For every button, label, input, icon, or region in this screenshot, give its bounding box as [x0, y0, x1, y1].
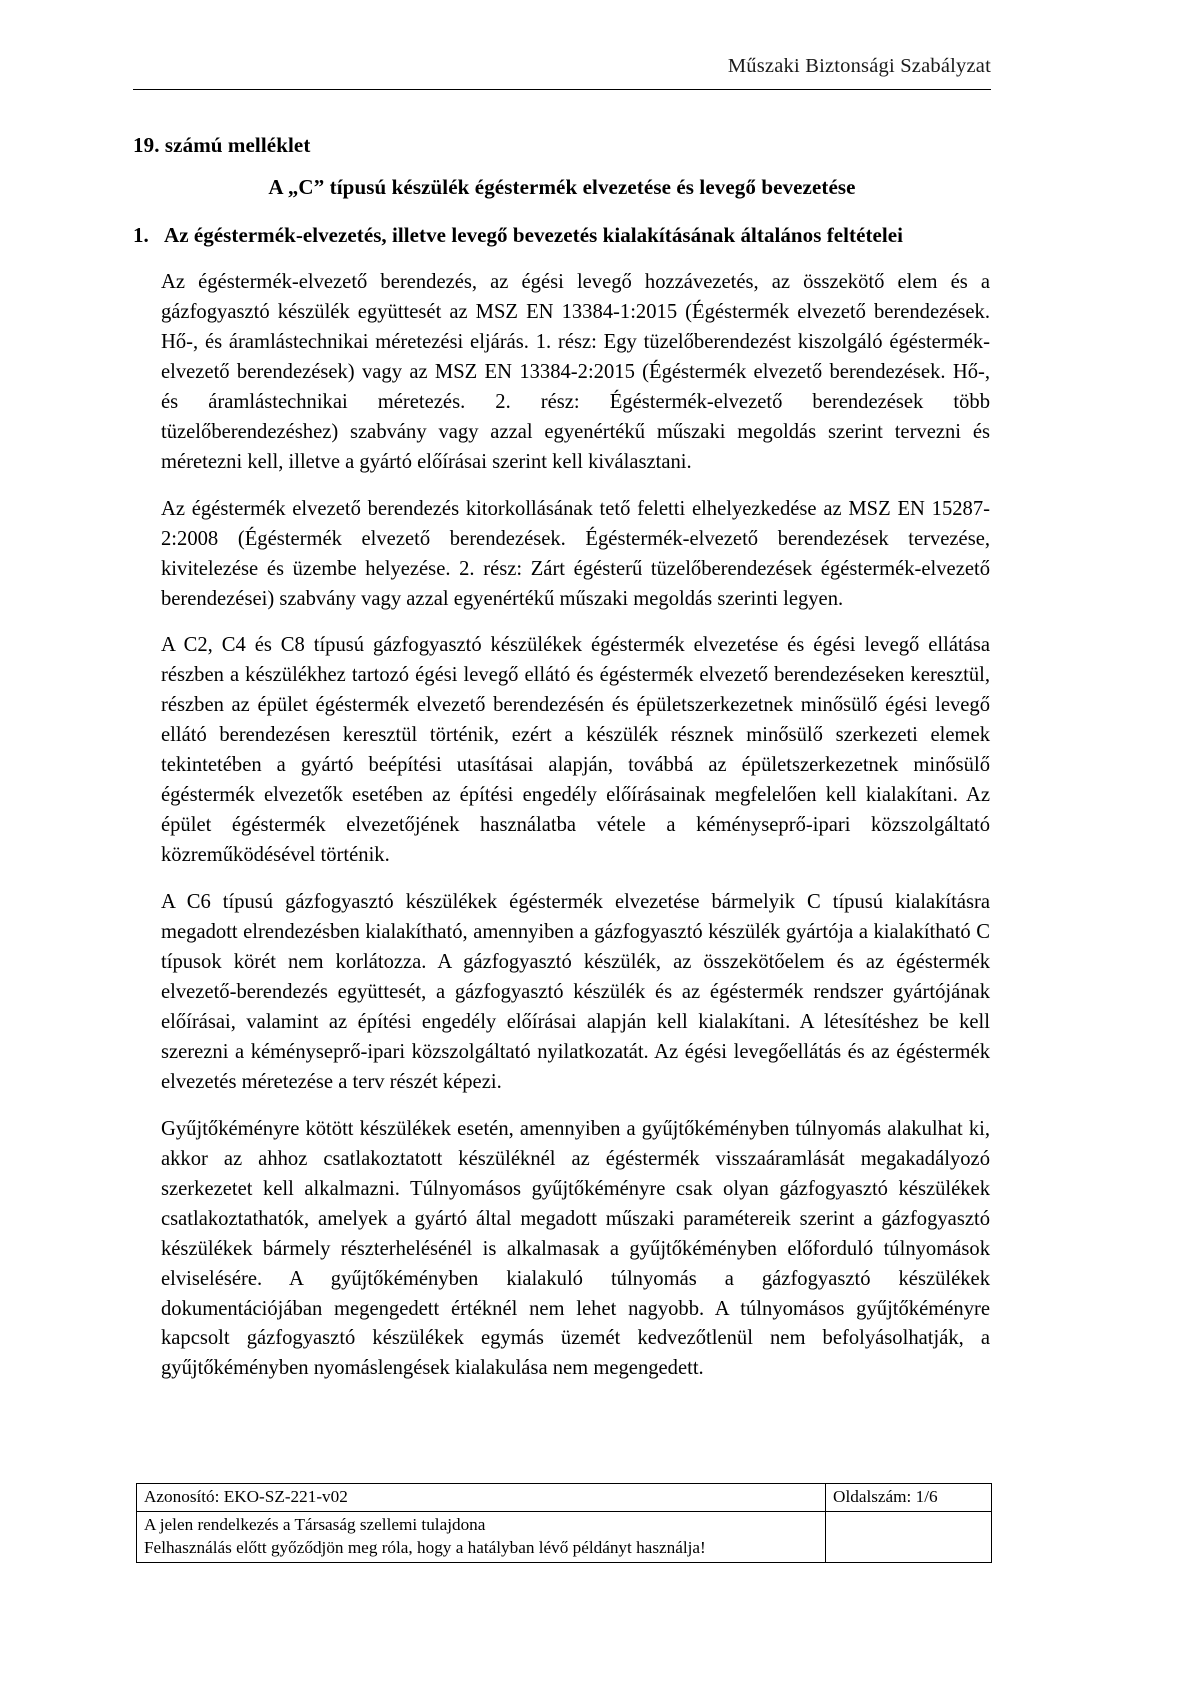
table-row: [137, 1512, 992, 1563]
section-number: 1.: [133, 223, 149, 247]
footer-note-line-1: A jelen rendelkezés a Társaság szellemi tulajdona: [144, 1515, 486, 1535]
paragraph: A C2, C4 és C8 típusú gázfogyasztó készülékek égéstermék elvezetése és égési levegő ellátása részben a készülékhez tartozó égési levegő ellátó és égéstermék elvezető berendezéseken keresztül, részben az épület égéstermék elvezető berendezésén és épületszerkezetnek minősülő égési levegő ellátó berendezésen keresztül történik, ezért a készülék résznek minősülő szerkezeti elemek tekintetében a gyártó beépítési utasításai alapján, továbbá az épületszerkezetnek minősülő égéstermék elvezetők esetében az építési engedély előírásainak megfelelően kell kialakítani. Az épület égéstermék elvezetőjének használatba vétele a kéményseprő-ipari közszolgáltató közreműködésével történik.: [161, 634, 990, 867]
annex-label: 19. számú melléklet: [133, 133, 311, 157]
document-title: A „C” típusú készülék égéstermék elvezetése és levegő bevezetése: [268, 175, 856, 199]
footer-blank-cell: [826, 1512, 992, 1563]
page-header: [133, 55, 991, 90]
footer-note: [137, 1512, 826, 1563]
table-row: [137, 1484, 992, 1512]
footer-identifier: Azonosító: EKO-SZ-221-v02: [137, 1484, 826, 1512]
header-divider: [133, 89, 991, 90]
footer-note-line-2: Felhasználás előtt győződjön meg róla, hogy a hatályban lévő példányt használja!: [144, 1537, 706, 1557]
paragraph: Az égéstermék elvezető berendezés kitorkollásának tető feletti elhelyezkedése az MSZ EN 15287-2:2008 (Égéstermék elvezető berendezések. Égéstermék-elvezető berendezések tervezése, kivitelezése és üzembe helyezése. 2. rész: Zárt égésterű tüzelőberendezések égéstermék-elvezető berendezései) szabvány vagy azzal egyenértékű műszaki megoldás szerinti legyen.: [161, 497, 990, 610]
header-title: Műszaki Biztonsági Szabályzat: [727, 55, 991, 77]
paragraph: Az égéstermék-elvezető berendezés, az égési levegő hozzávezetés, az összekötő elem és a gázfogyasztó készülék együttesét az MSZ EN 13384-1:2015 (Égéstermék elvezető berendezések. Hő-, és áramlástechnikai méretezési eljárás. 1. rész: Egy tüzelőberendezést kiszolgáló égéstermék-elvezető berendezések) vagy az MSZ EN 13384-2:2015 (Égéstermék elvezető berendezések. Hő-, és áramlástechnikai méretezés. 2. rész: Égéstermék-elvezető berendezések több tüzelőberendezéshez) szabvány vagy azzal egyenértékű műszaki megoldás szerint tervezni és méretezni kell, illetve a gyártó előírásai szerint kell kiválasztani.: [161, 271, 990, 473]
footer-table: [136, 1483, 992, 1563]
paragraph: Gyűjtőkéményre kötött készülékek esetén, amennyiben a gyűjtőkéményben túlnyomás alakulhat ki, akkor az ahhoz csatlakoztatott készüléknél az égéstermék visszaáramlását megakadályozó szerkezetet kell alkalmazni. Túlnyomásos gyűjtőkéményre csak olyan gázfogyasztó készülékek csatlakoztathatók, amelyek a gyártó által megadott műszaki paramétereik szerint a gázfogyasztó készülékek bármely részterhelésénél is alkalmasak a gyűjtőkéményben előforduló túlnyomások elviselésére. A gyűjtőkéményben kialakuló túlnyomás a gázfogyasztó készülékek dokumentációjában megengedett értéknél nem lehet nagyobb. A túlnyomásos gyűjtőkéményre kapcsolt gázfogyasztó készülékek egymás üzemét kedvezőtlenül nem befolyásolhatják, a gyűjtőkéményben nyomáslengések kialakulása nem megengedett.: [161, 1117, 990, 1380]
paragraph: A C6 típusú gázfogyasztó készülékek égéstermék elvezetése bármelyik C típusú kialakításra megadott elrendezésben kialakítható, amennyiben a gázfogyasztó készülék gyártója a kialakítható C típusok körét nem korlátozza. A gázfogyasztó készülék, az összekötőelem és az égéstermék elvezető-berendezés együttesét, a gázfogyasztó készülék és az égéstermék rendszer gyártójának előírásai, valamint az építési engedély előírásai alapján kell kialakítani. A létesítéshez be kell szerezni a kéményseprő-ipari közszolgáltató nyilatkozatát. Az égési levegőellátás és az égéstermék elvezetés méretezése a terv részét képezi.: [161, 891, 990, 1093]
footer-page-number: Oldalszám: 1/6: [826, 1484, 992, 1512]
section-heading-text: Az égéstermék-elvezetés, illetve levegő bevezetés kialakításának általános feltételei: [164, 223, 904, 247]
section-heading: [133, 223, 991, 248]
document-body: [133, 133, 991, 1384]
